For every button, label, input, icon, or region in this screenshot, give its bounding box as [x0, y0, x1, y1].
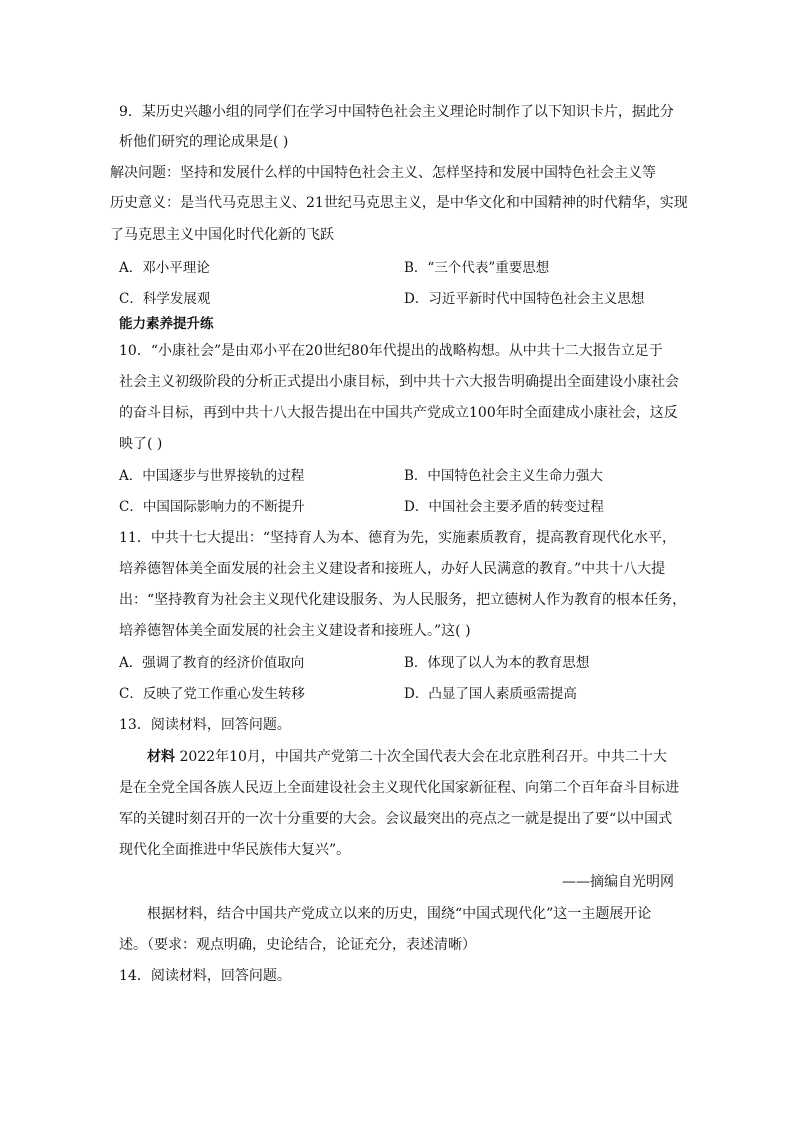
q10-stem-line3: 的奋斗目标，再到中共十八大报告提出在中国共产党成立100年时全面建成小康社会，这反	[119, 405, 678, 421]
q10-option-a[interactable]: A．中国逐步与世界接轨的过程	[119, 468, 305, 484]
q11-option-b[interactable]: B．体现了以人为本的教育思想	[404, 655, 590, 671]
q11-option-c[interactable]: C．反映了党工作重心发生转移	[119, 686, 305, 702]
q14-intro: 14．阅读材料，回答问题。	[119, 968, 291, 984]
q13-intro: 13．阅读材料，回答问题。	[119, 717, 291, 733]
q11-stem-line4: 培养德智体美全面发展的社会主义建设者和接班人。”这( )	[119, 623, 471, 639]
q11-stem-line3: 出：“坚持教育为社会主义现代化建设服务、为人民服务，把立德树人作为教育的根本任务，	[119, 592, 687, 608]
q9-option-c[interactable]: C．科学发展观	[119, 291, 211, 307]
q13-source: ——摘编自光明网	[562, 874, 674, 890]
section-heading: 能力素养提升练	[119, 316, 214, 332]
q10-option-b[interactable]: B．中国特色社会主义生命力强大	[404, 468, 603, 484]
q11-option-d[interactable]: D．凸显了国人素质亟需提高	[404, 686, 577, 702]
q13-material-line4: 现代化全面推进中华民族伟大复兴”。	[119, 842, 351, 858]
q10-option-c[interactable]: C．中国国际影响力的不断提升	[119, 499, 305, 515]
q11-stem-line2: 培养德智体美全面发展的社会主义建设者和接班人，办好人民满意的教育。”中共十八大提	[119, 561, 666, 577]
q10-stem-line2: 社会主义初级阶段的分析正式提出小康目标，到中共十六大报告明确提出全面建设小康社会	[119, 374, 679, 390]
q10-stem-line4: 映了( )	[119, 436, 163, 452]
q10-option-d[interactable]: D．中国社会主要矛盾的转变过程	[404, 499, 604, 515]
q9-card-significance-line2: 了马克思主义中国化时代化新的飞跃	[110, 227, 334, 243]
q13-material-line2: 是在全党全国各族人民迈上全面建设社会主义现代化国家新征程、向第二个百年奋斗目标进	[119, 780, 679, 796]
q10-stem-line1: 10．“小康社会”是由邓小平在20世纪80年代提出的战略构想。从中共十二大报告立足于	[119, 343, 663, 359]
q9-option-a[interactable]: A．邓小平理论	[119, 260, 210, 276]
q9-stem-line2: 析他们研究的理论成果是( )	[119, 134, 289, 150]
q13-task-line1: 根据材料，结合中国共产党成立以来的历史，围绕“中国式现代化”这一主题展开论	[147, 906, 652, 922]
q9-option-b[interactable]: B．“三个代表”重要思想	[404, 260, 550, 276]
q9-option-d[interactable]: D．习近平新时代中国特色社会主义思想	[404, 291, 645, 307]
q13-material-label: 材料	[147, 749, 175, 765]
q13-material-line1	[147, 747, 667, 767]
q13-material-line3: 军的关键时刻召开的一次十分重要的大会。会议最突出的亮点之一就是提出了要“以中国式	[119, 811, 673, 827]
q9-card-significance-line1: 历史意义：是当代马克思主义、21世纪马克思主义，是中华文化和中国精神的时代精华，实现	[110, 195, 688, 211]
q13-material-text1: 2022年10月，中国共产党第二十次全国代表大会在北京胜利召开。中共二十大	[175, 749, 667, 765]
q9-stem-line1: 9．某历史兴趣小组的同学们在学习中国特色社会主义理论时制作了以下知识卡片，据此分	[119, 104, 674, 120]
q11-stem-line1: 11．中共十七大提出：“坚持育人为本、德育为先，实施素质教育，提高教育现代化水平，	[119, 530, 676, 546]
q11-option-a[interactable]: A．强调了教育的经济价值取向	[119, 655, 305, 671]
q9-card-problem: 解决问题：坚持和发展什么样的中国特色社会主义、怎样坚持和发展中国特色社会主义等	[110, 165, 656, 181]
q13-task-line2: 述。（要求：观点明确，史论结合，论证充分，表述清晰）	[119, 937, 476, 953]
